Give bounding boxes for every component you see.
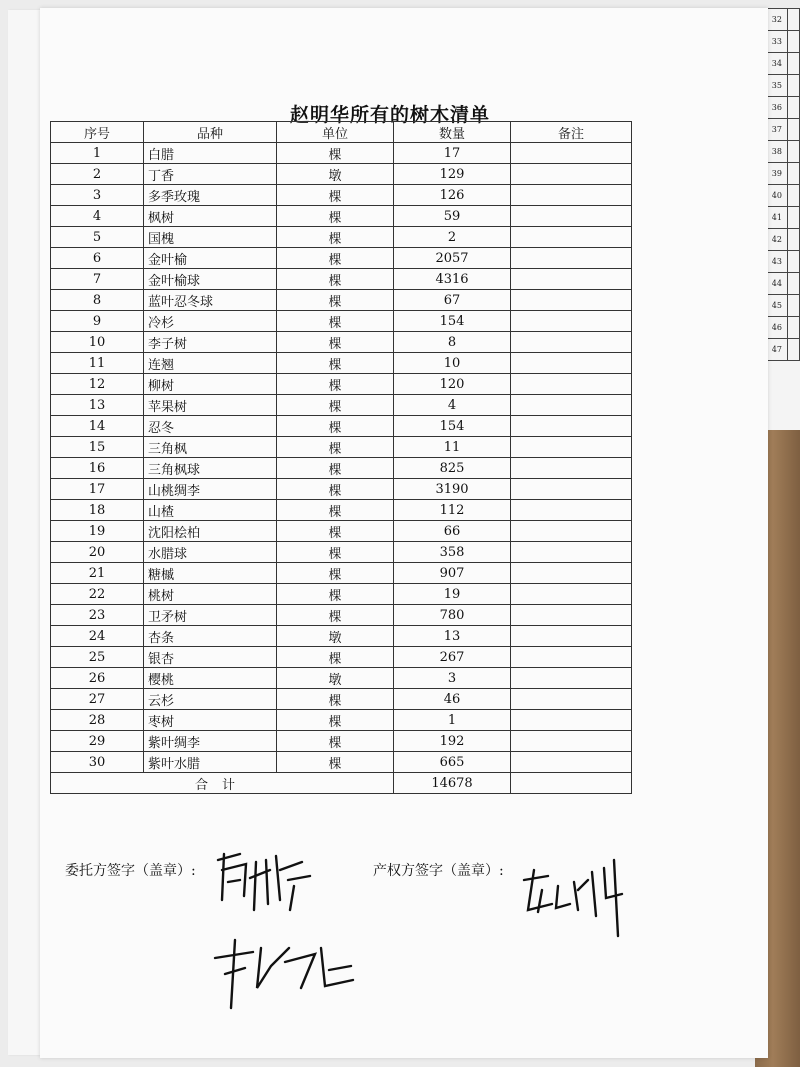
side-sheet-number: 39 (767, 163, 788, 185)
row-note (511, 227, 632, 248)
row-no: 18 (51, 500, 144, 521)
row-qty: 46 (394, 689, 511, 710)
side-sheet-number: 43 (767, 251, 788, 273)
row-note (511, 731, 632, 752)
row-no: 3 (51, 185, 144, 206)
row-note (511, 689, 632, 710)
row-qty: 126 (394, 185, 511, 206)
table-row (51, 605, 632, 626)
row-note (511, 500, 632, 521)
row-note (511, 437, 632, 458)
row-qty: 120 (394, 374, 511, 395)
row-no: 19 (51, 521, 144, 542)
row-qty: 2 (394, 227, 511, 248)
tree-list-table (50, 121, 632, 794)
row-unit: 棵 (277, 227, 394, 248)
row-unit: 棵 (277, 710, 394, 731)
row-unit: 棵 (277, 332, 394, 353)
row-qty: 112 (394, 500, 511, 521)
row-kind: 杏条 (144, 626, 277, 647)
row-no: 13 (51, 395, 144, 416)
row-unit: 棵 (277, 605, 394, 626)
row-unit: 棵 (277, 416, 394, 437)
row-qty: 19 (394, 584, 511, 605)
table-row (51, 542, 632, 563)
row-qty: 154 (394, 311, 511, 332)
side-sheet-number: 46 (767, 317, 788, 339)
row-note (511, 185, 632, 206)
table-row (51, 458, 632, 479)
row-kind: 金叶榆 (144, 248, 277, 269)
client-signature-2 (205, 918, 365, 1018)
table-row (51, 332, 632, 353)
row-kind: 云杉 (144, 689, 277, 710)
row-kind: 丁香 (144, 164, 277, 185)
row-no: 21 (51, 563, 144, 584)
total-note (511, 773, 632, 794)
row-no: 2 (51, 164, 144, 185)
row-kind: 紫叶水腊 (144, 752, 277, 773)
row-unit: 棵 (277, 353, 394, 374)
row-note (511, 710, 632, 731)
row-qty: 907 (394, 563, 511, 584)
row-kind: 忍冬 (144, 416, 277, 437)
row-unit: 棵 (277, 143, 394, 164)
row-qty: 2057 (394, 248, 511, 269)
row-note (511, 332, 632, 353)
table-header-row (51, 122, 632, 143)
table-row (51, 311, 632, 332)
row-kind: 白腊 (144, 143, 277, 164)
row-qty: 154 (394, 416, 511, 437)
row-kind: 苹果树 (144, 395, 277, 416)
row-no: 1 (51, 143, 144, 164)
row-no: 29 (51, 731, 144, 752)
row-note (511, 395, 632, 416)
row-qty: 3190 (394, 479, 511, 500)
row-no: 12 (51, 374, 144, 395)
side-sheet-number: 45 (767, 295, 788, 317)
row-qty: 780 (394, 605, 511, 626)
row-note (511, 563, 632, 584)
row-kind: 枣树 (144, 710, 277, 731)
row-no: 11 (51, 353, 144, 374)
side-sheet-table (766, 8, 800, 361)
row-unit: 棵 (277, 500, 394, 521)
row-kind: 国槐 (144, 227, 277, 248)
table-row (51, 437, 632, 458)
table-row (51, 185, 632, 206)
row-note (511, 752, 632, 773)
row-note (511, 458, 632, 479)
side-sheet-number: 33 (767, 31, 788, 53)
row-no: 4 (51, 206, 144, 227)
row-qty: 66 (394, 521, 511, 542)
table-row (51, 353, 632, 374)
row-no: 27 (51, 689, 144, 710)
row-qty: 3 (394, 668, 511, 689)
row-no: 28 (51, 710, 144, 731)
row-qty: 4 (394, 395, 511, 416)
row-no: 10 (51, 332, 144, 353)
row-no: 6 (51, 248, 144, 269)
row-qty: 4316 (394, 269, 511, 290)
owner-signature-label: 产权方签字（盖章）: (373, 863, 504, 879)
table-row (51, 710, 632, 731)
table-row (51, 164, 632, 185)
row-no: 16 (51, 458, 144, 479)
owner-signature (518, 850, 638, 940)
row-no: 5 (51, 227, 144, 248)
row-no: 8 (51, 290, 144, 311)
side-sheet-number: 47 (767, 339, 788, 361)
row-no: 26 (51, 668, 144, 689)
row-no: 9 (51, 311, 144, 332)
row-kind: 李子树 (144, 332, 277, 353)
table-row (51, 395, 632, 416)
row-note (511, 542, 632, 563)
row-note (511, 143, 632, 164)
row-qty: 129 (394, 164, 511, 185)
header-note: 备注 (511, 122, 632, 143)
row-note (511, 206, 632, 227)
header-kind: 品种 (144, 122, 277, 143)
row-unit: 棵 (277, 689, 394, 710)
total-label: 合计 (51, 773, 394, 794)
row-qty: 13 (394, 626, 511, 647)
table-row (51, 374, 632, 395)
table-row (51, 647, 632, 668)
table-row (51, 416, 632, 437)
side-sheet-number: 37 (767, 119, 788, 141)
table-row (51, 227, 632, 248)
row-unit: 棵 (277, 731, 394, 752)
row-no: 7 (51, 269, 144, 290)
row-no: 17 (51, 479, 144, 500)
row-kind: 三角枫球 (144, 458, 277, 479)
table-row (51, 626, 632, 647)
row-no: 15 (51, 437, 144, 458)
row-unit: 棵 (277, 521, 394, 542)
row-note (511, 311, 632, 332)
table-row (51, 143, 632, 164)
row-note (511, 290, 632, 311)
row-qty: 10 (394, 353, 511, 374)
row-kind: 银杏 (144, 647, 277, 668)
row-note (511, 374, 632, 395)
row-unit: 棵 (277, 395, 394, 416)
row-qty: 11 (394, 437, 511, 458)
client-signature-1 (210, 840, 320, 920)
table-row (51, 206, 632, 227)
table-row (51, 479, 632, 500)
table-row (51, 500, 632, 521)
row-unit: 棵 (277, 542, 394, 563)
row-kind: 樱桃 (144, 668, 277, 689)
row-unit: 棵 (277, 647, 394, 668)
row-kind: 多季玫瑰 (144, 185, 277, 206)
row-kind: 紫叶绸李 (144, 731, 277, 752)
row-kind: 冷杉 (144, 311, 277, 332)
row-unit: 棵 (277, 584, 394, 605)
table-row (51, 269, 632, 290)
row-unit: 墩 (277, 164, 394, 185)
row-kind: 枫树 (144, 206, 277, 227)
row-unit: 棵 (277, 752, 394, 773)
row-no: 20 (51, 542, 144, 563)
table-row (51, 290, 632, 311)
row-unit: 棵 (277, 206, 394, 227)
row-unit: 墩 (277, 626, 394, 647)
row-unit: 棵 (277, 185, 394, 206)
row-unit: 墩 (277, 668, 394, 689)
row-no: 25 (51, 647, 144, 668)
row-qty: 17 (394, 143, 511, 164)
row-note (511, 248, 632, 269)
row-kind: 水腊球 (144, 542, 277, 563)
row-no: 24 (51, 626, 144, 647)
side-sheet-number: 41 (767, 207, 788, 229)
row-kind: 连翘 (144, 353, 277, 374)
row-kind: 沈阳桧柏 (144, 521, 277, 542)
side-sheet-number: 44 (767, 273, 788, 295)
document-page (40, 8, 768, 1058)
row-no: 23 (51, 605, 144, 626)
row-qty: 192 (394, 731, 511, 752)
table-row (51, 731, 632, 752)
row-kind: 山桃绸李 (144, 479, 277, 500)
row-note (511, 416, 632, 437)
row-no: 14 (51, 416, 144, 437)
row-unit: 棵 (277, 458, 394, 479)
row-kind: 三角枫 (144, 437, 277, 458)
row-kind: 山楂 (144, 500, 277, 521)
row-no: 30 (51, 752, 144, 773)
table-row (51, 689, 632, 710)
row-unit: 棵 (277, 479, 394, 500)
row-qty: 267 (394, 647, 511, 668)
total-row (51, 773, 632, 794)
row-note (511, 605, 632, 626)
row-note (511, 647, 632, 668)
row-unit: 棵 (277, 248, 394, 269)
row-qty: 8 (394, 332, 511, 353)
table-row (51, 752, 632, 773)
row-kind: 金叶榆球 (144, 269, 277, 290)
table-row (51, 248, 632, 269)
row-note (511, 479, 632, 500)
row-qty: 358 (394, 542, 511, 563)
row-unit: 棵 (277, 311, 394, 332)
row-kind: 桃树 (144, 584, 277, 605)
row-qty: 1 (394, 710, 511, 731)
row-unit: 棵 (277, 437, 394, 458)
row-unit: 棵 (277, 269, 394, 290)
row-note (511, 521, 632, 542)
side-sheet-number: 34 (767, 53, 788, 75)
row-no: 22 (51, 584, 144, 605)
side-sheet-number: 38 (767, 141, 788, 163)
row-kind: 糖槭 (144, 563, 277, 584)
row-unit: 棵 (277, 374, 394, 395)
row-note (511, 164, 632, 185)
row-kind: 蓝叶忍冬球 (144, 290, 277, 311)
header-unit: 单位 (277, 122, 394, 143)
table-row (51, 563, 632, 584)
table-row (51, 521, 632, 542)
row-qty: 825 (394, 458, 511, 479)
header-no: 序号 (51, 122, 144, 143)
row-note (511, 668, 632, 689)
document-title: 赵明华所有的树木清单 (289, 104, 490, 126)
client-signature-label: 委托方签字（盖章）: (65, 863, 196, 879)
row-note (511, 626, 632, 647)
row-unit: 棵 (277, 563, 394, 584)
row-unit: 棵 (277, 290, 394, 311)
table-row (51, 584, 632, 605)
row-qty: 59 (394, 206, 511, 227)
row-note (511, 584, 632, 605)
table-row (51, 668, 632, 689)
row-note (511, 269, 632, 290)
side-sheet-number: 40 (767, 185, 788, 207)
total-qty: 14678 (394, 773, 511, 794)
row-note (511, 353, 632, 374)
row-kind: 卫矛树 (144, 605, 277, 626)
side-sheet-number: 35 (767, 75, 788, 97)
side-sheet-number: 36 (767, 97, 788, 119)
side-sheet-number: 42 (767, 229, 788, 251)
row-kind: 柳树 (144, 374, 277, 395)
side-sheet-number: 32 (767, 9, 788, 31)
header-qty: 数量 (394, 122, 511, 143)
row-qty: 67 (394, 290, 511, 311)
row-qty: 665 (394, 752, 511, 773)
